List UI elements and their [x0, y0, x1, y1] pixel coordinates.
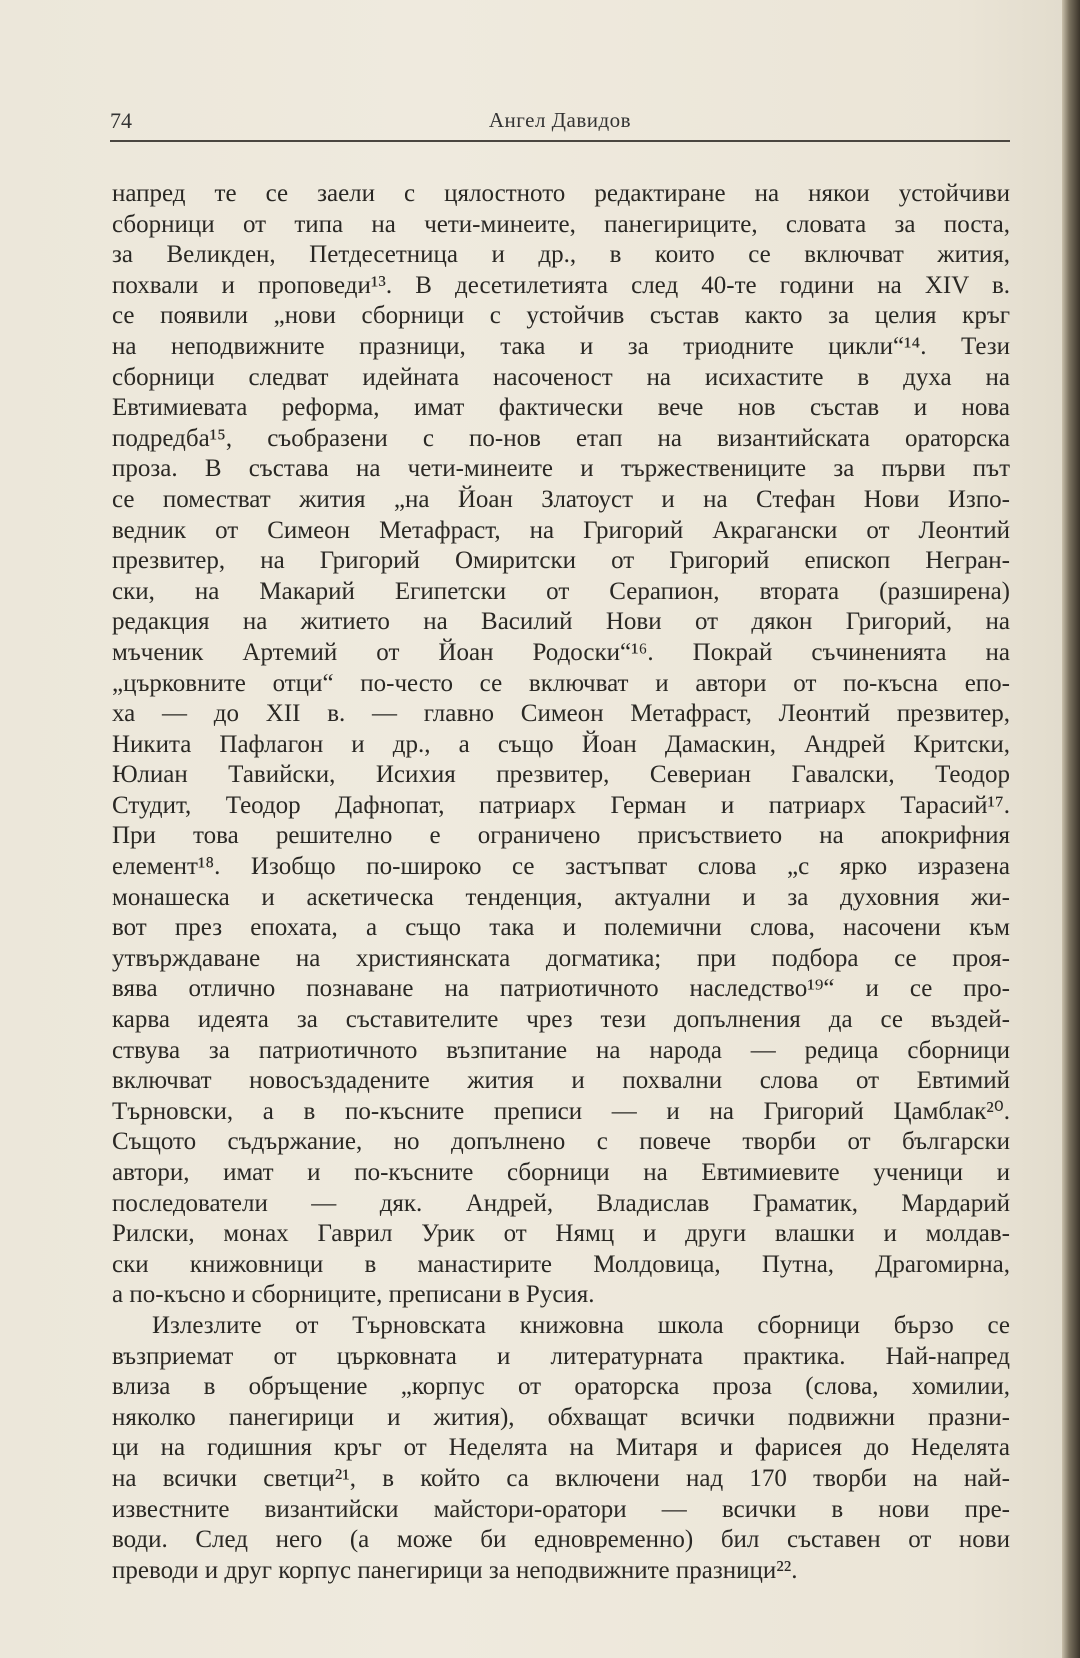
text-line: възприемат от църковната и литературната практика. Най-напред: [112, 1342, 1010, 1370]
text-line: вот през епохата, а също така и полемични слова, насочени към: [112, 914, 1010, 942]
text-line: проза. В състава на чети-минеите и тържествениците за първи път: [112, 455, 1010, 483]
text-line: „църковните отци“ по-често се включват и автори от по-късна епо-: [112, 669, 1010, 697]
page-header: [110, 108, 1010, 138]
text-line: ведник от Симеон Метафраст, на Григорий Акрагански от Леонтий: [112, 516, 1010, 544]
text-line: елемент¹⁸. Изобщо по-широко се застъпват слова „с ярко изразена: [112, 853, 1010, 881]
text-line: на неподвижните празници, така и за триодните цикли“¹⁴. Тези: [112, 332, 1010, 360]
text-line: за Великден, Петдесетница и др., в които се включват жития,: [112, 241, 1010, 269]
body-text: [112, 179, 1010, 1586]
text-line: Юлиан Тавийски, Исихия презвитер, Севериан Гавалски, Теодор: [112, 761, 1010, 789]
text-line: Същото съдържание, но допълнено с повече творби от български: [112, 1128, 1010, 1156]
text-line: Рилски, монах Гаврил Урик от Нямц и други влашки и молдав-: [112, 1220, 1010, 1248]
text-line: презвитер, на Григорий Омиритски от Григорий епископ Негран-: [112, 547, 1010, 575]
text-line: Никита Пафлагон и др., а също Йоан Дамаскин, Андрей Критски,: [112, 730, 1010, 758]
text-line: включват новосъздадените жития и похвални слова от Евтимий: [112, 1067, 1010, 1095]
book-spine-edge: [1062, 0, 1080, 1658]
text-line: подредба¹⁵, съобразени с по-нов етап на византийската ораторска: [112, 424, 1010, 452]
text-line: Излезлите от Търновската книжовна школа сборници бързо се: [152, 1311, 1010, 1339]
text-line: преводи и друг корпус панегирици за неподвижните празници²².: [112, 1556, 798, 1584]
page-number: 74: [110, 108, 132, 133]
running-head: Ангел Давидов: [488, 108, 632, 132]
text-line: При това решително е ограничено присъствието на апокрифния: [112, 822, 1010, 850]
text-line: влиза в обръщение „корпус от ораторска проза (слова, хомилии,: [112, 1373, 1010, 1401]
text-line: похвали и проповеди¹³. В десетилетията след 40-те години на XIV в.: [112, 271, 1010, 299]
text-line: сборници следват идейната насоченост на исихастите в духа на: [112, 363, 1010, 391]
text-line: на всички светци²¹, в който са включени над 170 творби на най-: [112, 1464, 1010, 1492]
text-line: сборници от типа на чети-минеите, панегириците, словата за поста,: [112, 210, 1010, 238]
text-line: ски, на Макарий Египетски от Серапион, втората (разширена): [112, 577, 1010, 605]
text-line: мъченик Артемий от Йоан Родоски“¹⁶. Покрай съчиненията на: [112, 638, 1010, 666]
text-line: ски книжовници в манастирите Молдовица, Путна, Драгомирна,: [112, 1250, 1010, 1278]
text-line: редакция на житието на Василий Нови от дякон Григорий, на: [112, 608, 1010, 636]
text-line: се появили „нови сборници с устойчив състав както за целия кръг: [112, 302, 1010, 330]
text-line: Евтимиевата реформа, имат фактически вече нов състав и нова: [112, 394, 1010, 422]
text-line: ци на годишния кръг от Неделята на Митаря и фарисея до Неделята: [112, 1434, 1010, 1462]
text-line: ха — до XII в. — главно Симеон Метафраст, Леонтий презвитер,: [112, 700, 1010, 728]
text-line: се поместват жития „на Йоан Златоуст и на Стефан Нови Изпо-: [112, 485, 1010, 513]
text-line: последователи — дяк. Андрей, Владислав Граматик, Мардарий: [112, 1189, 1010, 1217]
header-rule: [110, 140, 1010, 142]
text-line: автори, имат и по-късните сборници на Евтимиевите ученици и: [112, 1159, 1010, 1186]
text-line: известните византийски майстори-оратори — всички в нови пре-: [112, 1495, 1010, 1523]
text-line: Студит, Теодор Дафнопат, патриарх Герман и патриарх Тарасий¹⁷.: [112, 791, 1010, 819]
text-line: утвърждаване на християнската догматика; при подбора се проя-: [112, 944, 1010, 972]
text-line: монашеска и аскетическа тенденция, актуални и за духовния жи-: [112, 883, 1010, 911]
text-line: карва идеята за съставителите чрез тези допълнения да се въздей-: [112, 1006, 1010, 1034]
text-line: вява отлично познаване на патриотичното наследство¹⁹“ и се про-: [112, 975, 1010, 1003]
text-line: Търновски, а в по-късните преписи — и на Григорий Цамблак²⁰.: [112, 1097, 1010, 1125]
text-line: а по-късно и сборниците, преписани в Русия.: [112, 1281, 595, 1309]
text-line: ствува за патриотичното възпитание на народа — редица сборници: [112, 1036, 1010, 1064]
text-line: напред те се заели с цялостното редактиране на някои устойчиви: [112, 180, 1010, 207]
text-line: няколко панегирици и жития), обхващат всички подвижни празни-: [112, 1403, 1010, 1431]
text-line: води. След него (а може би едновременно) бил съставен от нови: [112, 1526, 1010, 1554]
